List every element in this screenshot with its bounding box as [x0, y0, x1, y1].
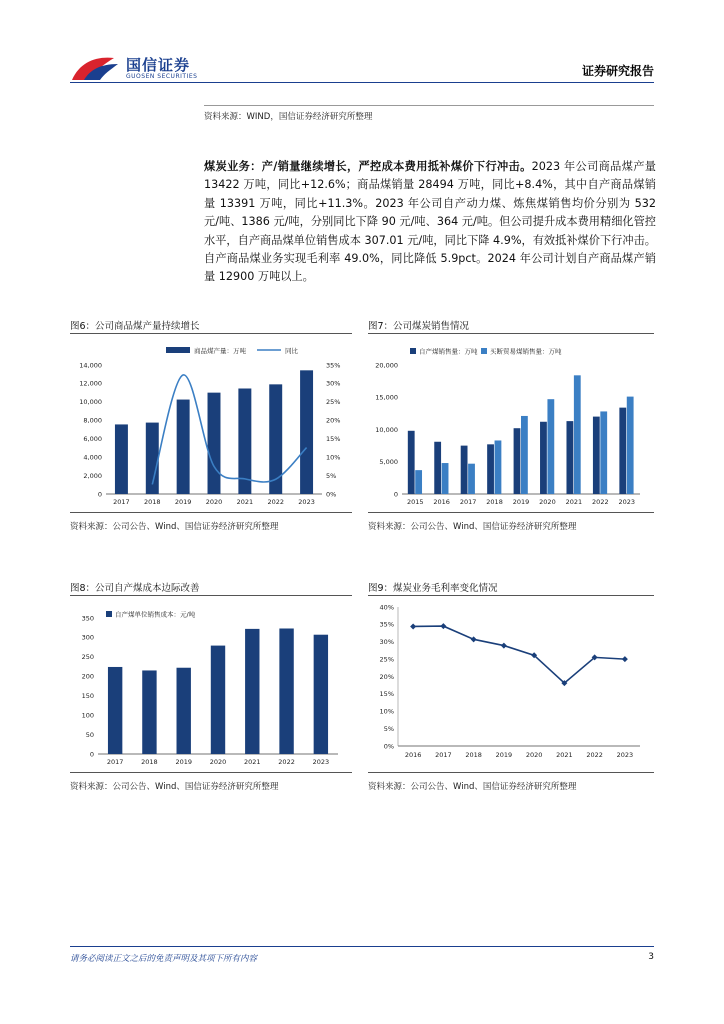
fig7-y-tick-label: 0: [393, 490, 398, 499]
fig9-title: 图9：煤炭业务毛利率变化情况: [368, 583, 498, 594]
fig8-bar: [211, 646, 225, 754]
fig9-y-tick-label: 5%: [383, 724, 394, 733]
fig6-svg: [70, 340, 352, 508]
fig8-y-tick-label: 50: [85, 730, 94, 739]
fig7-y-tick-label: 5,000: [379, 458, 398, 467]
fig8-y-tick-label: 300: [81, 633, 94, 642]
fig6-left-tick-label: 14,000: [79, 361, 102, 370]
fig9-x-tick-label: 2017: [435, 751, 452, 759]
fig9-y-tick-label: 25%: [379, 655, 394, 664]
fig8-bar: [245, 629, 259, 754]
fig7-x-tick-label: 2021: [565, 498, 583, 506]
fig7-bar: [566, 421, 573, 494]
fig6-right-tick-label: 20%: [326, 416, 341, 425]
fig7-x-tick-label: 2017: [459, 498, 477, 506]
fig7-y-tick-label: 15,000: [375, 393, 398, 402]
fig8-bar: [177, 668, 191, 754]
footer-disclaimer: 请务必阅读正文之后的免责声明及其项下所有内容: [70, 954, 258, 964]
logo-mark-icon: [70, 52, 122, 84]
fig8-x-tick-label: 2019: [175, 758, 192, 766]
fig7-source: 资料来源：公司公告、Wind、国信证券经济研究所整理: [368, 522, 577, 532]
fig7-x-tick-label: 2019: [512, 498, 530, 506]
fig6-bar: [177, 400, 190, 494]
fig6-bar: [300, 370, 313, 494]
fig8-title-rule: [70, 595, 352, 596]
fig7-bar: [461, 446, 468, 494]
fig7-bar: [442, 463, 449, 494]
fig6-bar: [115, 424, 128, 494]
fig9-source-rule: [368, 772, 654, 773]
top-source-note: 资料来源：WIND，国信证券经济研究所整理: [204, 112, 373, 122]
fig7-bar: [547, 399, 554, 494]
fig6-bar: [269, 384, 282, 494]
fig8-svg: [70, 602, 352, 768]
fig8-x-tick-label: 2020: [209, 758, 227, 766]
fig9-y-tick-label: 0%: [383, 742, 394, 751]
page-number: 3: [648, 952, 654, 962]
fig7-title: 图7：公司煤炭销售情况: [368, 321, 470, 332]
fig8-source-rule: [70, 772, 352, 773]
fig9-margin-line: [413, 626, 625, 683]
fig9-point-marker: [622, 656, 628, 662]
fig7-bar: [468, 464, 475, 494]
fig9-x-tick-label: 2022: [586, 751, 603, 759]
fig6-right-tick-label: 30%: [326, 379, 341, 388]
fig9-svg: [368, 602, 654, 768]
fig9-title-rule: [368, 595, 654, 596]
fig7-y-tick-label: 20,000: [375, 361, 398, 370]
fig7-bar: [619, 408, 626, 494]
fig7-bar: [434, 442, 441, 494]
fig9-point-marker: [440, 623, 446, 629]
fig7-bar: [540, 422, 547, 494]
fig9-x-tick-label: 2016: [404, 751, 422, 759]
fig8-x-tick-label: 2017: [106, 758, 124, 766]
fig6-right-tick-label: 0%: [326, 490, 337, 499]
fig7-bar: [415, 470, 422, 494]
fig6-x-tick-label: 2020: [205, 498, 223, 506]
fig6-x-tick-label: 2021: [236, 498, 254, 506]
fig9-y-tick-label: 35%: [379, 620, 394, 629]
fig9-source: 资料来源：公司公告、Wind、国信证券经济研究所整理: [368, 782, 577, 792]
fig7-bar: [600, 411, 607, 494]
fig6-source-rule: [70, 512, 352, 513]
fig7-title-rule: [368, 333, 654, 334]
fig8-x-tick-label: 2023: [312, 758, 330, 766]
fig9-x-tick-label: 2019: [495, 751, 513, 759]
fig9-y-tick-label: 40%: [379, 603, 394, 612]
fig8-source: 资料来源：公司公告、Wind、国信证券经济研究所整理: [70, 782, 279, 792]
fig6-chart: [70, 340, 352, 508]
paragraph-body: 2023 年公司商品煤产量 13422 万吨，同比+12.6%；商品煤销量 28494 万吨，同比+8.4%，其中自产商品煤销量 13391 万吨，同比+11.3%。2023 年公司自产动力煤、炼焦煤销售均价分别为 532 元/吨、1386 元/吨，分别同比下降 90 元/吨、364 元/吨。但公司提升成本费用精细化管控水平，自产商品煤单位销售成本 307.01 元/吨，同比下降 4.9%，有效抵补煤价下行冲击。自产商品煤业务实现毛利率 49.0%，同比降低 5.9pct。2024 年公司计划自产商品煤产销量 12900 万吨以上。: [204, 160, 656, 284]
fig6-title: 图6：公司商品煤产量持续增长: [70, 321, 200, 332]
fig9-y-tick-label: 10%: [379, 707, 394, 716]
company-logo: [70, 52, 210, 86]
fig9-y-tick-label: 20%: [379, 672, 394, 681]
fig7-bar: [487, 444, 494, 494]
fig6-title-rule: [70, 333, 352, 334]
fig9-y-tick-label: 30%: [379, 638, 394, 647]
footer-divider: [70, 946, 654, 947]
fig7-source-rule: [368, 512, 654, 513]
top-source-divider: [204, 105, 654, 106]
fig9-point-marker: [471, 636, 477, 642]
fig6-left-tick-label: 2,000: [83, 471, 102, 480]
fig7-bar: [521, 416, 528, 494]
fig7-legend-swatch-1: [410, 348, 416, 354]
fig6-x-tick-label: 2019: [174, 498, 192, 506]
fig6-left-tick-label: 0: [97, 490, 102, 499]
fig7-bar: [574, 375, 581, 494]
fig7-x-tick-label: 2020: [539, 498, 556, 506]
fig7-bar: [514, 428, 521, 494]
fig6-left-tick-label: 4,000: [83, 453, 102, 462]
fig7-x-tick-label: 2023: [618, 498, 636, 506]
fig9-x-tick-label: 2018: [465, 751, 482, 759]
fig9-point-marker: [410, 623, 416, 629]
fig7-x-tick-label: 2016: [433, 498, 450, 506]
fig6-legend-line-label: 同比: [285, 347, 298, 355]
fig8-title: 图8：公司自产煤成本边际改善: [70, 583, 200, 594]
fig7-svg: [368, 340, 654, 508]
fig8-bar: [314, 635, 328, 754]
fig7-y-tick-label: 10,000: [375, 425, 398, 434]
fig6-right-tick-label: 10%: [326, 453, 341, 462]
fig6-left-tick-label: 10,000: [79, 398, 102, 407]
fig7-bar: [627, 397, 634, 494]
fig6-bar: [208, 393, 221, 494]
fig8-y-tick-label: 100: [81, 711, 94, 720]
fig7-legend-label-1: 自产煤销售量：万吨: [419, 347, 478, 356]
fig7-x-tick-label: 2018: [486, 498, 503, 506]
fig6-legend-bar-swatch: [166, 347, 190, 353]
fig7-bar: [495, 440, 502, 494]
fig9-x-tick-label: 2020: [525, 751, 543, 759]
fig8-x-tick-label: 2021: [244, 758, 261, 766]
fig8-legend-label: 自产煤单位销售成本：元/吨: [115, 610, 196, 619]
fig6-x-tick-label: 2017: [113, 498, 130, 506]
fig6-yoy-line: [152, 375, 306, 485]
fig8-y-tick-label: 200: [81, 672, 94, 681]
fig8-y-tick-label: 150: [81, 692, 94, 701]
fig9-x-tick-label: 2021: [556, 751, 573, 759]
fig8-y-tick-label: 350: [81, 614, 94, 623]
logo-english-name: GUOSEN SECURITIES: [126, 73, 198, 80]
fig6-right-tick-label: 25%: [326, 398, 341, 407]
fig7-x-tick-label: 2015: [406, 498, 424, 506]
fig6-left-tick-label: 8,000: [83, 416, 102, 425]
fig6-x-tick-label: 2022: [267, 498, 284, 506]
fig8-bar: [279, 628, 293, 754]
fig6-x-tick-label: 2018: [144, 498, 161, 506]
fig9-point-marker: [501, 643, 507, 649]
fig7-legend-swatch-2: [481, 348, 487, 354]
fig8-x-tick-label: 2018: [141, 758, 158, 766]
fig8-bar: [142, 670, 156, 754]
fig8-bar: [108, 667, 122, 754]
paragraph-lead: 煤炭业务：产/销量继续增长，严控成本费用抵补煤价下行冲击。: [204, 160, 532, 173]
body-paragraph: [204, 158, 656, 287]
fig6-x-tick-label: 2023: [298, 498, 315, 506]
fig7-bar: [593, 417, 600, 494]
fig8-y-tick-label: 0: [89, 750, 94, 759]
fig6-right-tick-label: 15%: [326, 435, 341, 444]
fig6-legend-bar-label: 商品煤产量：万吨: [194, 347, 246, 355]
logo-chinese-name: 国信证券: [126, 56, 191, 74]
fig7-legend-label-2: 买断贸易煤销售量：万吨: [490, 347, 562, 356]
fig6-left-tick-label: 12,000: [79, 379, 102, 388]
fig6-source: 资料来源：公司公告、Wind、国信证券经济研究所整理: [70, 522, 279, 532]
fig8-chart: [70, 602, 352, 768]
fig6-right-tick-label: 35%: [326, 361, 341, 370]
fig9-x-tick-label: 2023: [616, 751, 634, 759]
header-divider: [70, 82, 654, 83]
fig8-y-tick-label: 250: [81, 653, 94, 662]
fig8-x-tick-label: 2022: [278, 758, 295, 766]
fig6-left-tick-label: 6,000: [83, 435, 102, 444]
fig7-chart: [368, 340, 654, 508]
fig9-y-tick-label: 15%: [379, 690, 394, 699]
fig8-legend-swatch: [106, 611, 112, 617]
fig7-x-tick-label: 2022: [592, 498, 609, 506]
report-type-label: 证券研究报告: [581, 64, 654, 78]
fig6-right-tick-label: 5%: [326, 471, 337, 480]
fig9-chart: [368, 602, 654, 768]
fig7-bar: [408, 431, 415, 494]
